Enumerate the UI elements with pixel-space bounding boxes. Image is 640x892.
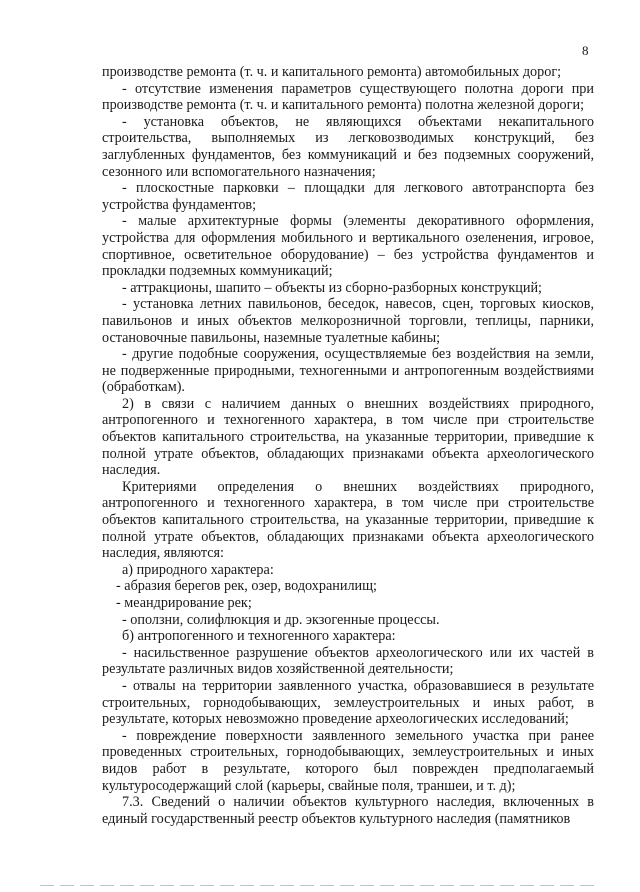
list-item: - абразия берегов рек, озер, водохранилищ; (116, 578, 377, 595)
list-item: - малые архитектурные формы (элементы декоративного оформления, устройства для оформления мобильного и вертикального озеленения, игровое, спортивное, осветительное оборудование) – без устройства фундаментов и прокладки подземных коммуникаций; (102, 213, 594, 280)
paragraph: производстве ремонта (т. ч. и капитального ремонта) автомобильных дорог; (102, 64, 562, 80)
list-item: - насильственное разрушение объектов археологического или их частей в результате различных видов хозяйственной деятельности; (102, 644, 594, 678)
list-item: - отсутствие изменения параметров существующего полотна дороги при производстве ремонта (т. ч. и капитального ремонта) полотна железной дороги; (102, 80, 594, 114)
list-item: - установка объектов, не являющихся объектами некапитального строительства, выполняемых из легковозводимых конструкций, без заглубленных фундаментов, без коммуникаций и без подземных сооружений, сезонного или вспомогательного назначения; (102, 113, 594, 180)
list-item: - аттракционы, шапито – объекты из сборно-разборных конструкций; (122, 279, 542, 296)
paragraph: 2) в связи с наличием данных о внешних воздействиях природного, антропогенного и техногенного характера, в том числе при строительстве объектов капитального строительства, на указанные территории, приведшие к полной утрате объектов, обладающих признаками объекта археологического наследия. (102, 395, 594, 479)
list-item: - плоскостные парковки – площадки для легкового автотранспорта без устройства фундаментов; (102, 180, 594, 213)
list-item: - меандрирование рек; (116, 595, 252, 611)
paragraph: 7.3. Сведений о наличии объектов культурного наследия, включенных в единый государственный реестр объектов культурного наследия (памятников (102, 794, 594, 827)
subheading: а) природного характера: (122, 561, 274, 578)
paragraph: Критериями определения о внешних воздействиях природного, антропогенного и техногенного характера, в том числе при строительстве объектов капитального строительства, на указанные территории, приведшие к полной утрате объектов, обладающих признаками объекта археологического наследия, являются: (102, 478, 594, 562)
document-body (102, 64, 594, 827)
scan-edge-divider (40, 885, 600, 886)
page-number: 8 (582, 43, 589, 58)
list-item: - установка летних павильонов, беседок, навесов, сцен, торговых киосков, павильонов и иных объектов мелкорозничной торговли, теплицы, парники, остановочные павильоны, наземные туалетные кабины; (102, 296, 594, 346)
list-item: - повреждение поверхности заявленного земельного участка при ранее проведенных строительных, горнодобывающих, землеустроительных и иных видов работ в результате, которого был поврежден предполагаемый культуросодержащий слой (карьеры, свайные поля, траншеи, и т. д); (102, 727, 594, 794)
subheading: б) антропогенного и техногенного характера: (122, 628, 396, 645)
list-item: - другие подобные сооружения, осуществляемые без воздействия на земли, не подверженные природными, техногенными и антропогенным воздействиями (обработкам). (102, 346, 594, 396)
list-item: - отвалы на территории заявленного участка, образовавшиеся в результате строительных, горнодобывающих, землеустроительных и иных работ, в результате, которых невозможно проведение археологических исследований; (102, 677, 594, 728)
list-item: - оползни, солифлюкция и др. экзогенные процессы. (122, 611, 440, 628)
